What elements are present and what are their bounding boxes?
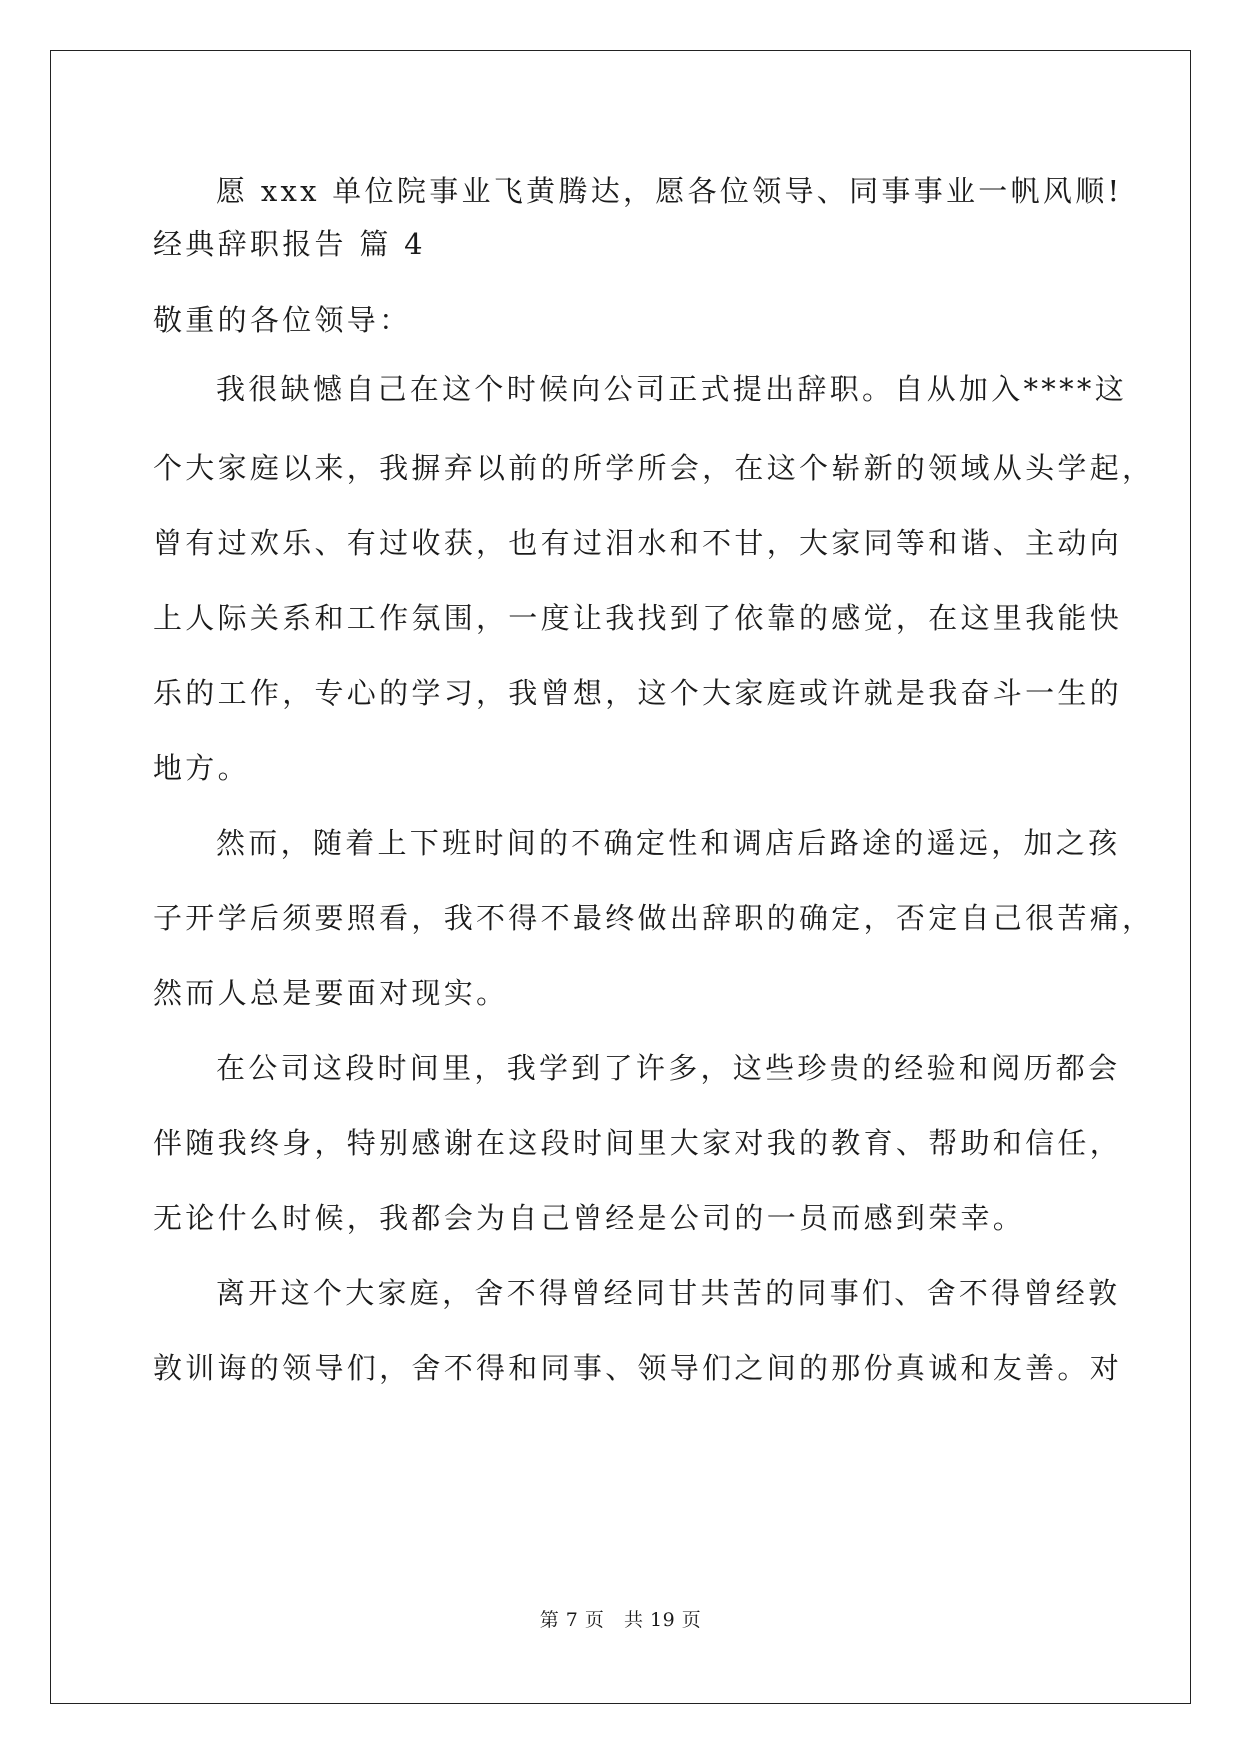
body-line: 敦训诲的领导们，舍不得和同事、领导们之间的那份真诚和友善。对 xyxy=(153,1351,1123,1385)
body-line: 上人际关系和工作氛围，一度让我找到了依靠的感觉，在这里我能快 xyxy=(153,601,1123,635)
body-line: 子开学后须要照看，我不得不最终做出辞职的确定，否定自己很苦痛， xyxy=(153,901,1155,935)
body-line: 无论什么时候，我都会为自己曾经是公司的一员而感到荣幸。 xyxy=(153,1201,1026,1235)
body-line: 伴随我终身，特别感谢在这段时间里大家对我的教育、帮助和信任， xyxy=(153,1126,1123,1160)
closing-wish-line: 愿 xxx 单位院事业飞黄腾达，愿各位领导、同事事业一帆风顺! xyxy=(216,174,1123,208)
page-total: 共 19 页 xyxy=(624,1609,702,1631)
body-line: 然而人总是要面对现实。 xyxy=(153,976,509,1010)
body-line: 然而，随着上下班时间的不确定性和调店后路途的遥远，加之孩 xyxy=(216,826,1121,860)
page-number: 第 7 页 xyxy=(539,1609,605,1631)
body-line: 在公司这段时间里，我学到了许多，这些珍贵的经验和阅历都会 xyxy=(216,1051,1121,1085)
section-heading: 经典辞职报告 篇 4 xyxy=(153,227,426,261)
body-line: 乐的工作，专心的学习，我曾想，这个大家庭或许就是我奋斗一生的 xyxy=(153,676,1123,710)
page-footer xyxy=(0,1608,1241,1632)
body-line: 个大家庭以来，我摒弃以前的所学所会，在这个崭新的领域从头学起， xyxy=(153,451,1155,485)
body-line: 地方。 xyxy=(153,751,250,785)
salutation: 敬重的各位领导： xyxy=(153,303,412,337)
page-frame xyxy=(50,50,1191,1704)
body-line: 曾有过欢乐、有过收获，也有过泪水和不甘，大家同等和谐、主动向 xyxy=(153,526,1123,560)
body-line: 离开这个大家庭，舍不得曾经同甘共苦的同事们、舍不得曾经敦 xyxy=(216,1276,1121,1310)
body-line: 我很缺憾自己在这个时候向公司正式提出辞职。自从加入****这 xyxy=(216,372,1128,406)
